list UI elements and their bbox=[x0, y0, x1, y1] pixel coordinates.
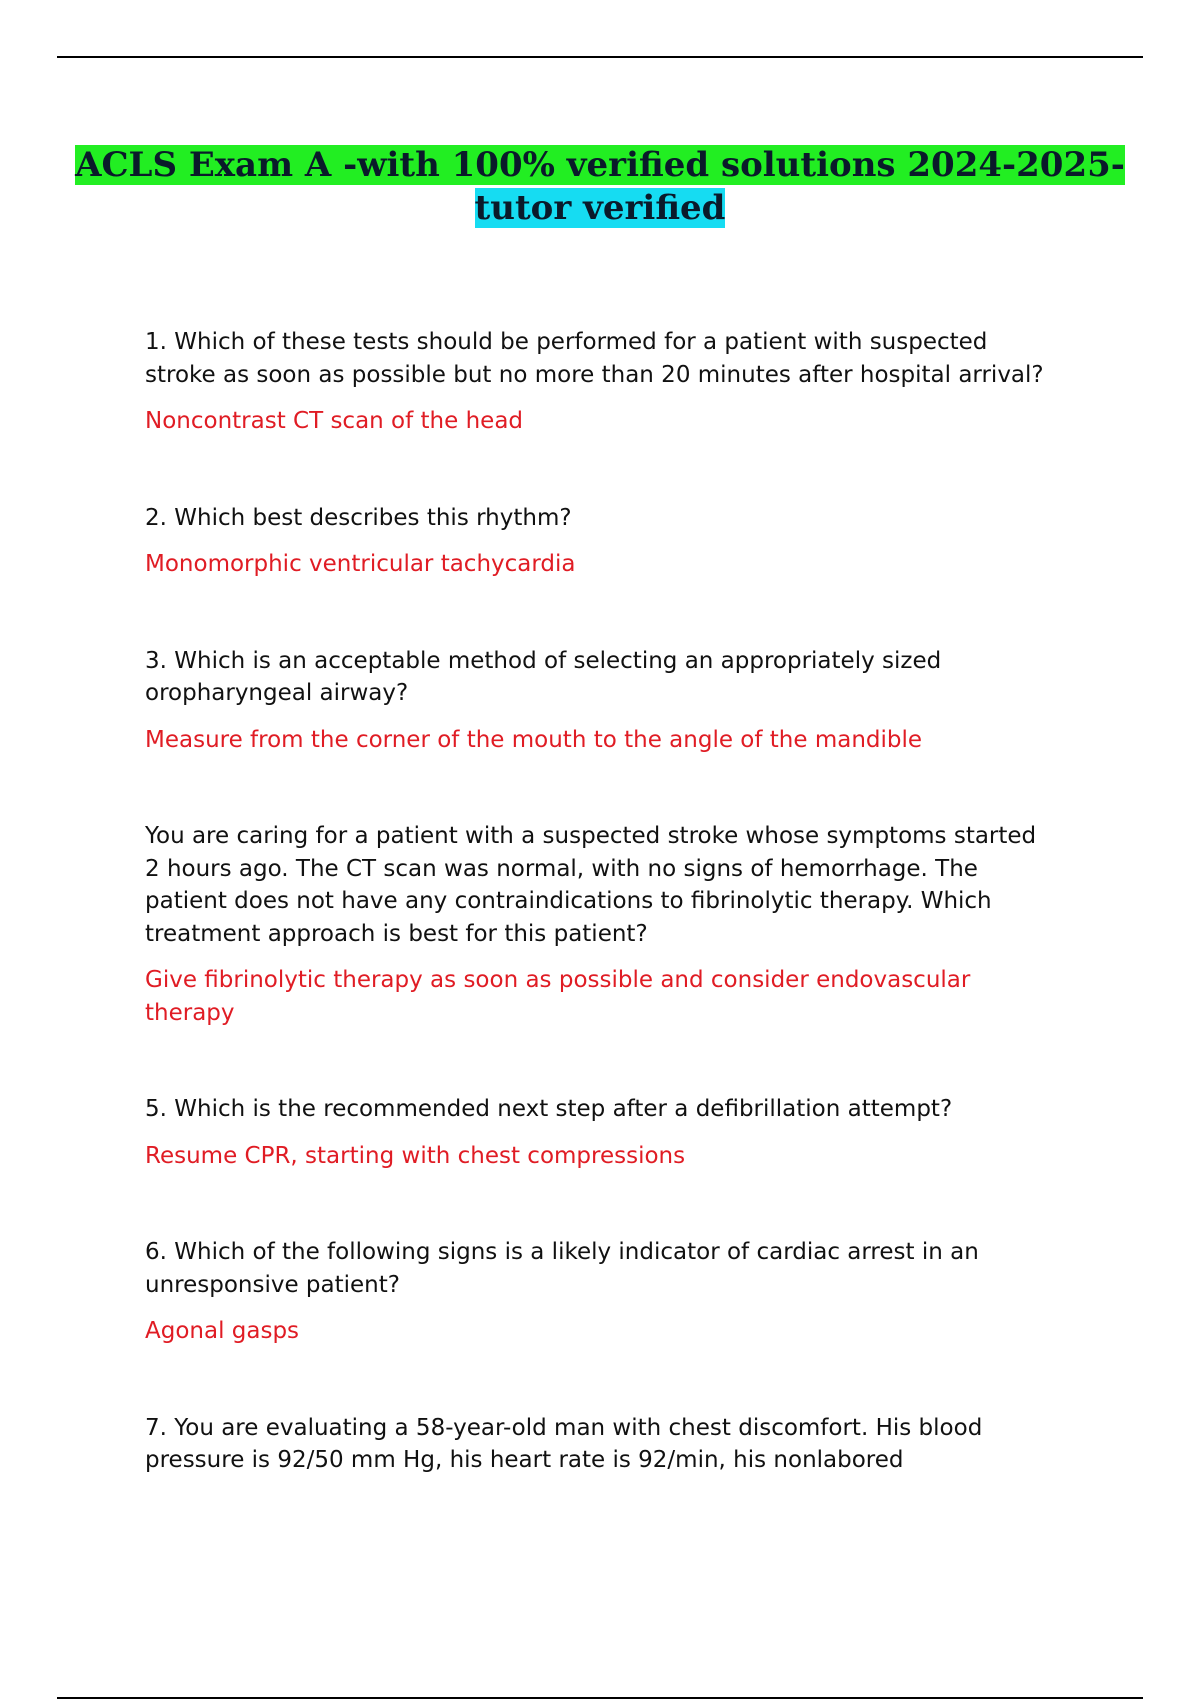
qa-item-7 bbox=[145, 1412, 1045, 1477]
answer-text: Resume CPR, starting with chest compressions bbox=[145, 1142, 686, 1169]
bottom-divider bbox=[57, 1697, 1143, 1699]
qa-item-3 bbox=[145, 645, 1045, 757]
question-text: You are caring for a patient with a suspected stroke whose symptoms started 2 hours ago. The CT scan was normal, with no signs of hemorrhage. The patient does not have any contraindications to fibrinolytic therapy. Which treatment approach is best for this patient? bbox=[145, 823, 1037, 947]
question-text: 3. Which is an acceptable method of selecting an appropriately sized oropharyngeal airway? bbox=[145, 647, 942, 706]
question-text: 6. Which of the following signs is a likely indicator of cardiac arrest in an unresponsive patient? bbox=[145, 1239, 979, 1298]
qa-item-4 bbox=[145, 820, 1045, 1029]
qa-item-5 bbox=[145, 1093, 1045, 1172]
answer-text: Measure from the corner of the mouth to the angle of the mandible bbox=[145, 726, 923, 753]
question-text: 2. Which best describes this rhythm? bbox=[145, 504, 572, 531]
answer-text: Give fibrinolytic therapy as soon as possible and consider endovascular therapy bbox=[145, 967, 971, 1026]
answer-text: Agonal gasps bbox=[145, 1318, 300, 1344]
title-line-2: tutor verified bbox=[474, 188, 726, 228]
qa-list bbox=[145, 326, 1045, 1541]
question-text: 7. You are evaluating a 58-year-old man with chest discomfort. His blood pressure is 92/50 mm Hg, his heart rate is 92/min, his nonlabored bbox=[145, 1414, 983, 1473]
question-text: 5. Which is the recommended next step after a defibrillation attempt? bbox=[145, 1096, 953, 1122]
qa-item-6 bbox=[145, 1236, 1045, 1348]
answer-text: Noncontrast CT scan of the head bbox=[145, 408, 524, 434]
answer-text: Monomorphic ventricular tachycardia bbox=[145, 551, 576, 577]
top-divider bbox=[57, 56, 1143, 58]
document-title bbox=[0, 144, 1200, 230]
qa-item-2 bbox=[145, 502, 1045, 581]
title-line-1: ACLS Exam A -with 100% verified solutions 2024-2025- bbox=[75, 145, 1125, 185]
question-text: 1. Which of these tests should be performed for a patient with suspected stroke as soon as possible but no more than 20 minutes after hospital arrival? bbox=[145, 329, 1044, 388]
qa-item-1 bbox=[145, 326, 1045, 438]
